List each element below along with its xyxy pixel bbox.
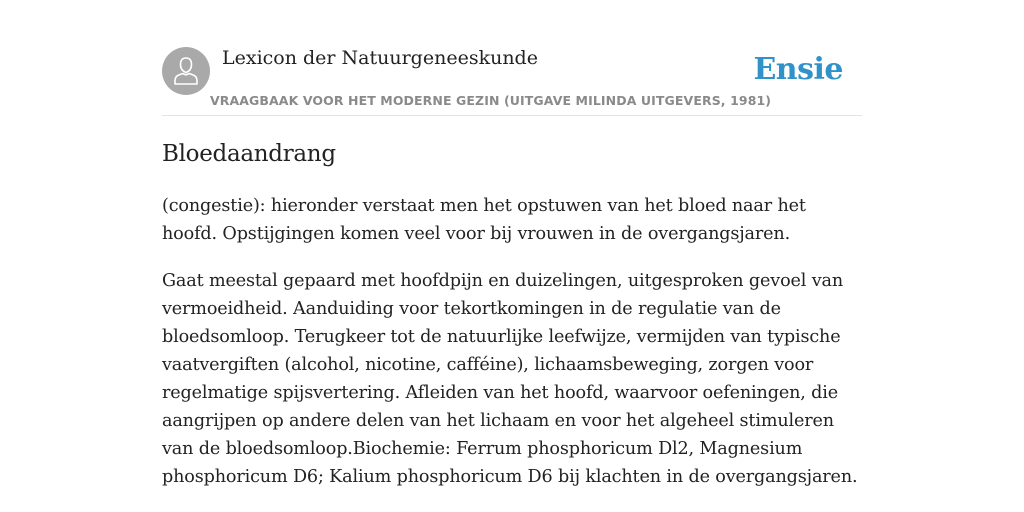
source-subtitle: VRAAGBAAK VOOR HET MODERNE GEZIN (UITGAVE MILINDA UITGEVERS, 1981) — [210, 93, 772, 108]
user-placeholder-icon — [162, 47, 210, 95]
source-title[interactable]: Lexicon der Natuurgeneeskunde — [222, 47, 538, 69]
article-content — [162, 138, 862, 491]
article-paragraph: (congestie): hieronder verstaat men het opstuwen van het bloed naar het hoofd. Opstijgingen komen veel voor bij vrouwen in de overgangsjaren. — [162, 196, 806, 244]
article-paragraph: Gaat meestal gepaard met hoofdpijn en duizelingen, uitgesproken gevoel van vermoeidheid. Aanduiding voor tekortkomingen in de regulatie van de bloedsomloop. Terugkeer tot de natuurlijke leefwijze, vermijden van typische vaatvergiften (alcohol, nicotine, cafféine), lichaamsbeweging, zorgen voor regelmatige spijsvertering. Afleiden van het hoofd, waarvoor oefeningen, die aangrijpen op andere delen van het lichaam en voor het algeheel stimuleren van de bloedsomloop.Biochemie: Ferrum phosphoricum Dl2, Magnesium phosphoricum D6; Kalium phosphoricum D6 bij klachten in de overgangsjaren. — [162, 271, 858, 487]
source-header — [162, 46, 862, 116]
brand-logo-link[interactable]: Ensie — [753, 52, 843, 87]
page-title: Bloedaandrang — [162, 141, 336, 167]
